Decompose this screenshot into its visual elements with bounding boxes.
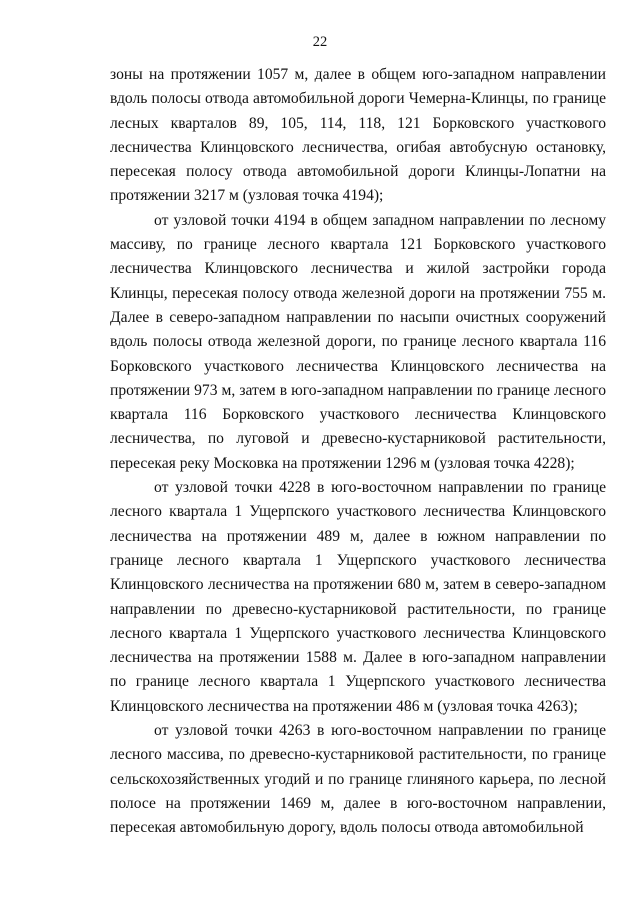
paragraph-continuation: зоны на протяжении 1057 м, далее в общем юго-западном направлении вдоль полосы отвода автомобильной дороги Чемерна-Клинцы, по границе лесных кварталов 89, 105, 114, 118, 121 Борковского участкового лесничества Клинцовского лесничества, огибая автобусную остановку, пересекая полосу отвода автомобильной дороги Клинцы-Лопатни на протяжении 3217 м (узловая точка 4194); — [110, 66, 606, 205]
page-number: 22 — [312, 34, 328, 50]
paragraph-node-4194: от узловой точки 4194 в общем западном направлении по лесному массиву, по границе лесного квартала 121 Борковского участкового лесничества Клинцовского лесничества и жилой застройки города Клинцы, пересекая полосу отвода железной дороги на протяжении 755 м. Далее в северо-западном направлении по насыпи очистных сооружений вдоль полосы отвода железной дороги, по границе лесного квартала 116 Борковского участкового лесничества Клинцовского лесничества на протяжении 973 м, затем в юго-западном направлении по границе лесного квартала 116 Борковского участкового лесничества Клинцовского лесничества, по луговой и древесно-кустарниковой растительности, пересекая реку Московка на протяжении 1296 м (узловая точка 4228); — [110, 211, 606, 472]
document-body — [110, 63, 606, 841]
paragraph-node-4228: от узловой точки 4228 в юго-восточном направлении по границе лесного квартала 1 Ущерпского участкового лесничества Клинцовского лесничества на протяжении 489 м, далее в южном направлении по границе лесного квартала 1 Ущерпского участкового лесничества Клинцовского лесничества на протяжении 680 м, затем в северо-западном направлении по древесно-кустарниковой растительности, по границе лесного квартала 1 Ущерпского участкового лесничества Клинцовского лесничества на протяжении 1588 м. Далее в юго-западном направлении по границе лесного квартала 1 Ущерпского участкового лесничества Клинцовского лесничества на протяжении 486 м (узловая точка 4263); — [110, 479, 606, 715]
paragraph-node-4263: от узловой точки 4263 в юго-восточном направлении по границе лесного массива, по древесно-кустарниковой растительности, по границе сельскохозяйственных угодий и по границе глиняного карьера, по лесной полосе на протяжении 1469 м, далее в юго-восточном направлении, пересекая автомобильную дорогу, вдоль полосы отвода автомобильной — [110, 722, 606, 837]
